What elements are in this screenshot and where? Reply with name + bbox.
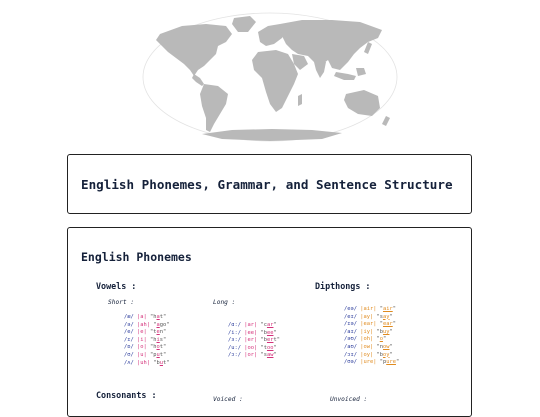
spelling-code: |ar| [244,322,258,328]
diphthong-list [344,306,399,367]
spelling-code: |oh| [360,336,374,343]
example-word: "car" [260,322,277,328]
phoneme-row [344,352,399,360]
ipa-symbol: /eɪ/ [344,313,357,320]
long-vowel-list [228,322,280,360]
spelling-code: |oo| [244,344,258,351]
phoneme-row [344,336,399,344]
phoneme-row [228,352,280,360]
phoneme-row [228,330,280,338]
spelling-code: |u| [137,351,147,358]
spelling-code: |air| [360,306,377,312]
phoneme-row [344,306,399,314]
ipa-symbol: /ə/ [124,321,134,328]
ipa-symbol: /aɪ/ [344,328,357,335]
ipa-symbol: /e/ [124,329,134,336]
example-word: "but" [153,359,170,366]
example-word: "buy" [376,328,393,335]
vowels-heading: Vowels : [96,281,137,291]
unvoiced-label: Unvoiced : [330,396,368,403]
example-word: "say" [376,313,393,320]
spelling-code: |ah| [137,321,150,328]
phoneme-row [124,322,169,330]
consonants-heading: Consonants : [96,390,157,400]
example-word: "too" [260,344,277,351]
example-word: "now" [376,343,393,350]
phonemes-card [67,227,472,417]
spelling-code: |or| [244,352,258,359]
phoneme-row [124,337,169,345]
example-word: "ten" [150,329,167,336]
spelling-code: |e| [137,329,147,336]
phoneme-row [228,345,280,353]
example-word: "saw" [260,352,277,359]
ipa-symbol: /ɔː/ [228,352,241,359]
ipa-symbol: /æ/ [124,314,134,320]
ipa-symbol: /ɔɪ/ [344,351,357,358]
phoneme-row [124,352,169,360]
phoneme-row [124,344,169,352]
phoneme-row [124,360,169,368]
phoneme-row [344,321,399,329]
spelling-code: |ear| [360,321,377,328]
phoneme-row [344,314,399,322]
example-word: "boy" [376,351,393,358]
phoneme-row [228,322,280,330]
example-word: "his" [150,336,167,343]
ipa-symbol: /ʊ/ [124,351,134,358]
page-title-card [67,154,472,214]
ipa-symbol: /əʊ/ [344,336,357,343]
short-vowel-list [124,314,169,367]
example-word: "ear" [379,321,396,328]
long-label: Long : [213,299,236,306]
spelling-code: |ow| [360,343,374,350]
phoneme-row [344,359,399,367]
example-word: "bee" [260,329,277,336]
spelling-code: |er| [244,337,258,344]
spelling-code: |ay| [360,313,374,320]
spelling-code: |uh| [137,359,150,366]
ipa-symbol: /eə/ [344,306,357,312]
phoneme-row [124,314,169,322]
example-word: "ago" [153,321,170,328]
ipa-symbol: /ʊə/ [344,359,357,366]
spelling-code: |iy| [360,328,374,335]
page-title: English Phonemes, Grammar, and Sentence Structure [81,177,453,192]
ipa-symbol: /aʊ/ [344,343,357,350]
example-word: "bert" [260,337,280,344]
phonemes-title: English Phonemes [81,250,192,264]
ipa-symbol: /ɪə/ [344,321,357,328]
example-word: "o" [376,336,387,343]
spelling-code: |i| [137,336,147,343]
voiced-label: Voiced : [213,396,243,403]
phoneme-row [228,337,280,345]
example-word: "hat" [150,314,167,320]
ipa-symbol: /ɪ/ [124,336,134,343]
spelling-code: |ee| [244,329,258,336]
ipa-symbol: /ɜː/ [228,337,241,344]
phoneme-row [124,329,169,337]
spelling-code: |oy| [360,351,374,358]
spelling-code: |o| [137,344,147,351]
phoneme-row [344,329,399,337]
spelling-code: |a| [137,314,147,320]
diphthongs-heading: Dipthongs : [315,281,371,291]
ipa-symbol: /ɑː/ [228,322,241,328]
short-label: Short : [108,299,135,306]
spelling-code: |ure| [360,359,377,366]
example-word: "pure" [379,359,400,366]
ipa-symbol: /uː/ [228,344,241,351]
example-word: "air" [379,306,396,312]
ipa-symbol: /ʌ/ [124,359,134,366]
ipa-symbol: /iː/ [228,329,241,336]
phoneme-row [344,344,399,352]
example-word: "hot" [150,344,167,351]
ipa-symbol: /ɒ/ [124,344,134,351]
example-word: "put" [150,351,167,358]
world-map-icon [142,12,398,142]
